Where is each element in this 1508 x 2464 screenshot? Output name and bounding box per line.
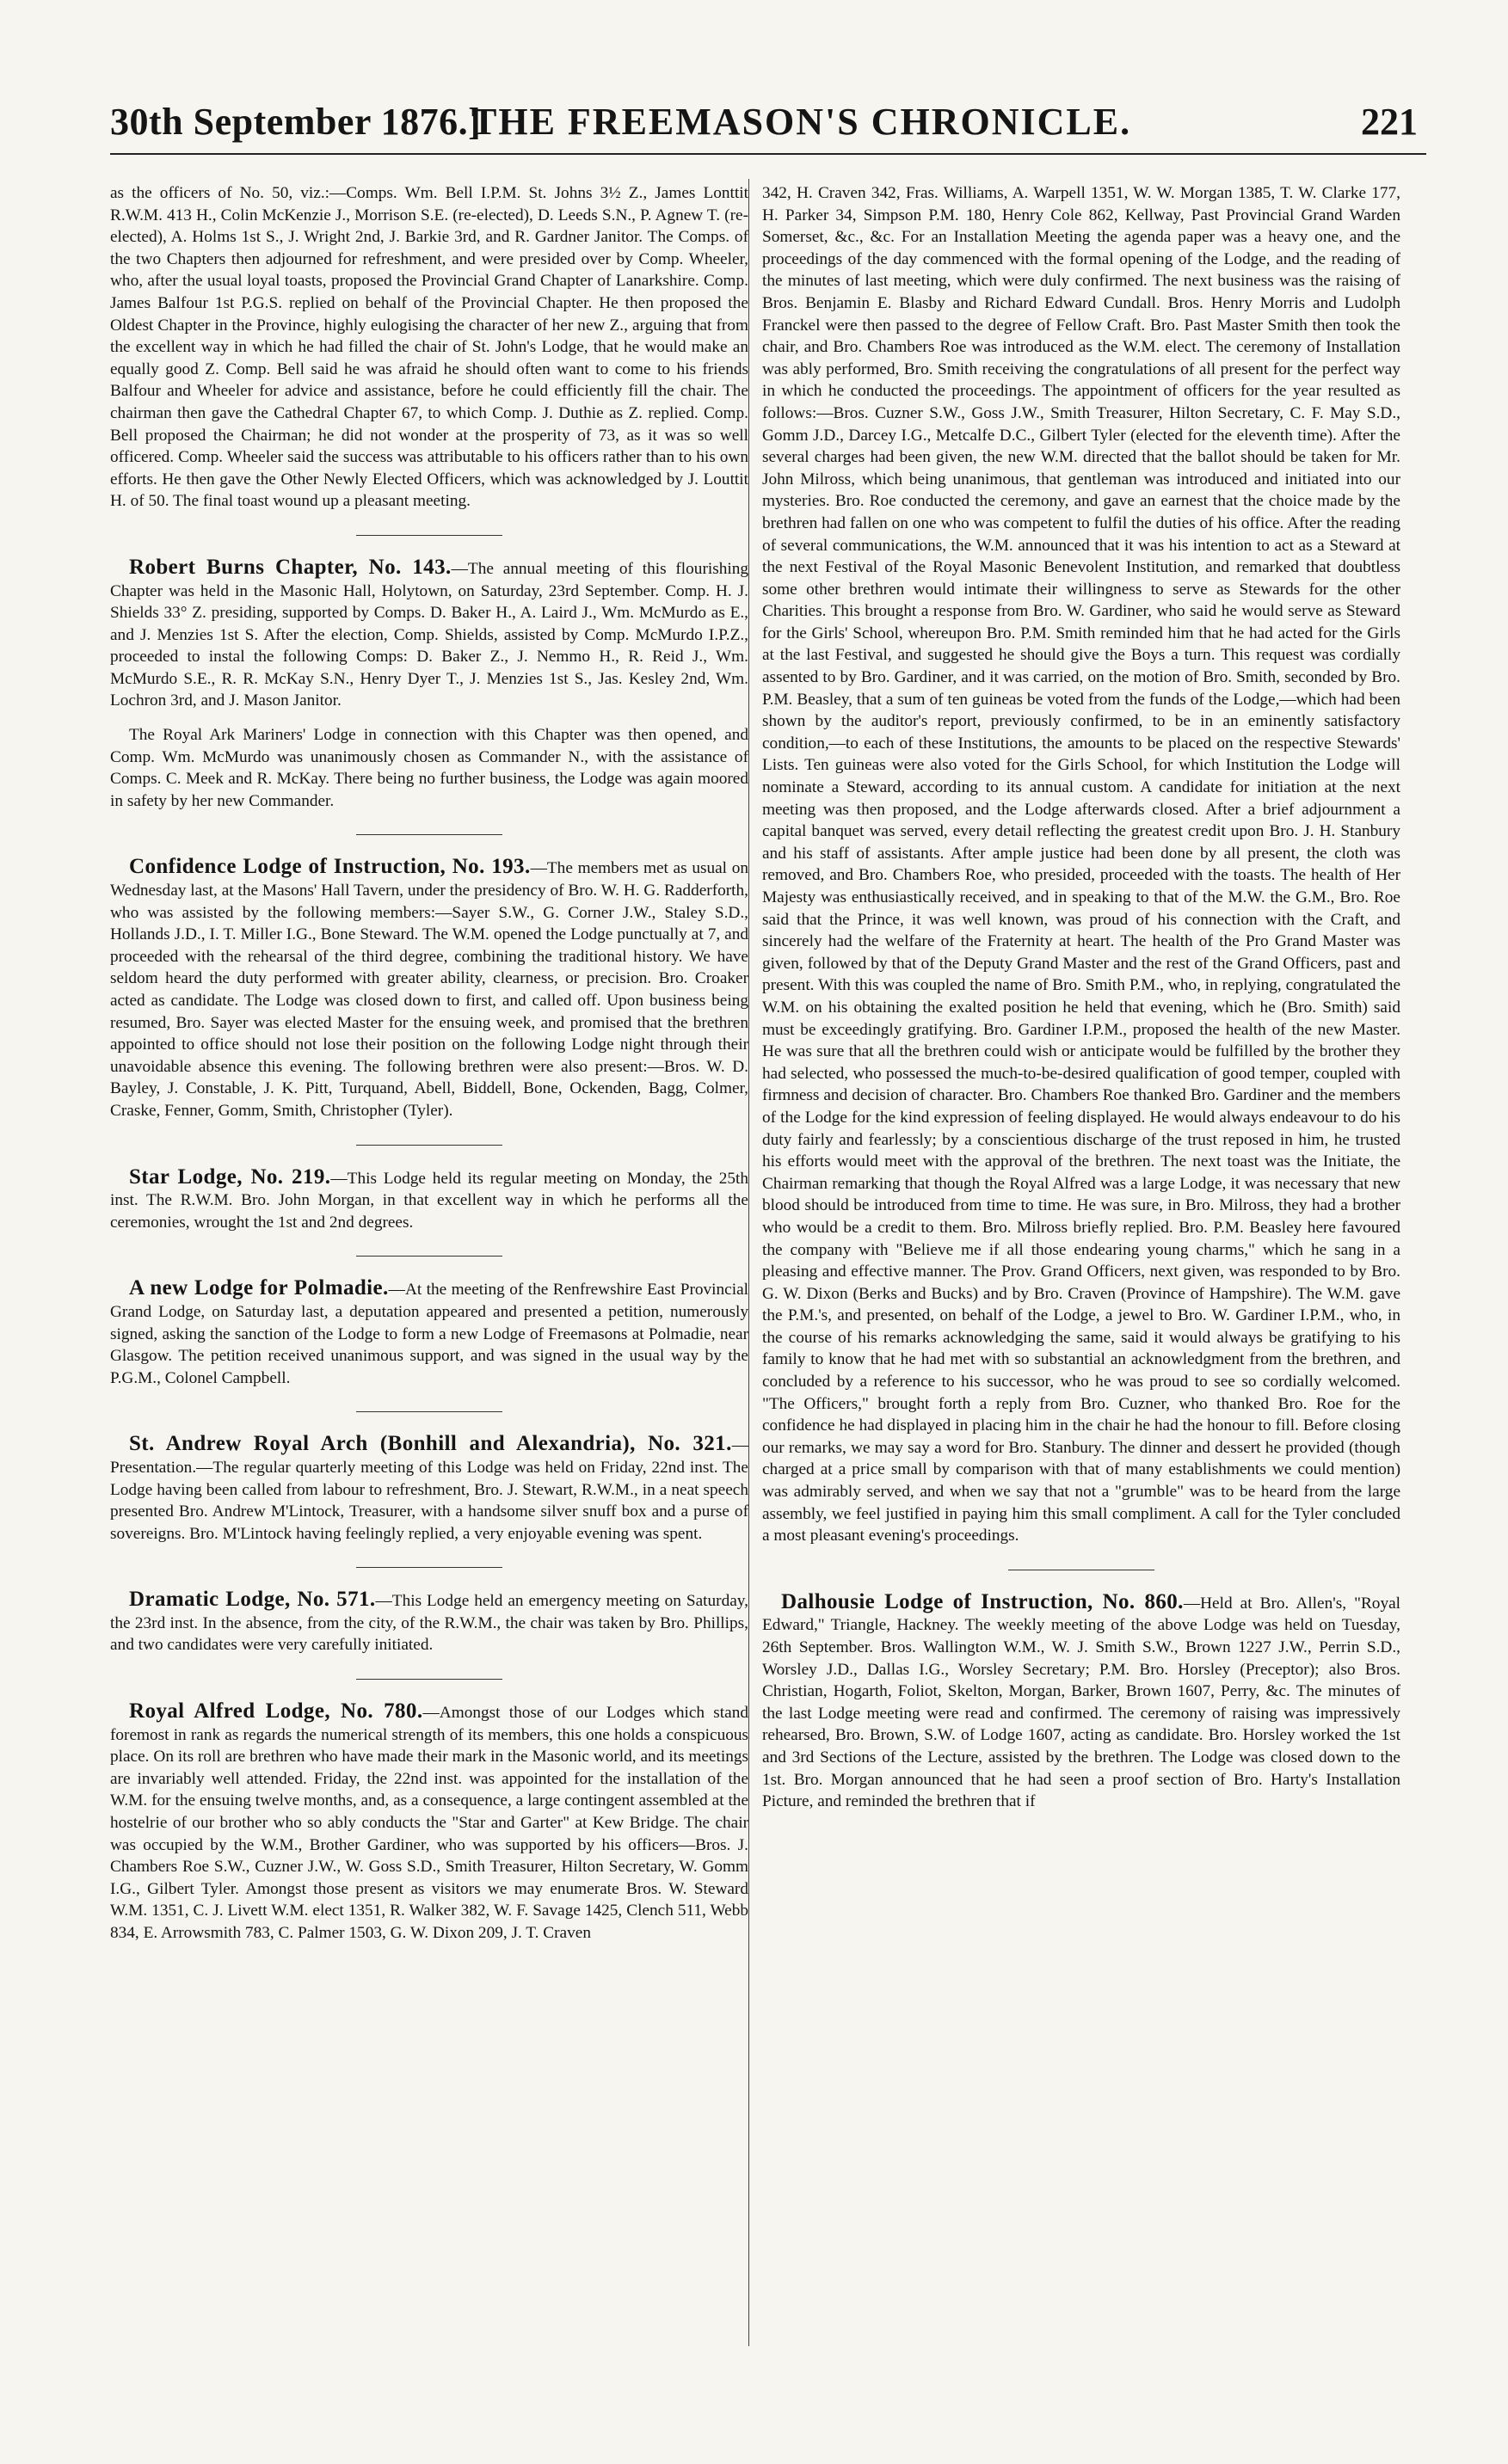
masthead-title: THE FREEMASON'S CHRONICLE. bbox=[471, 101, 1132, 143]
article-body: —At the meeting of the Renfrewshire East Provincial Grand Lodge, on Saturday last, a deputation appeared and presented a petition, numerously signed, asking the sanction of the Lodge to form a new Lodge of Freemasons at Polmadie, near Glasgow. The petition received unanimous support, and was signed in the usual way by the P.G.M., Colonel Campbell. bbox=[110, 1281, 748, 1387]
page-header bbox=[110, 96, 1426, 155]
article-polmadie bbox=[110, 1277, 748, 1389]
page-number: 221 bbox=[1361, 101, 1418, 143]
article-heading: Dramatic Lodge, No. 571. bbox=[129, 1588, 376, 1612]
article-body: —Presentation.—The regular quarterly meeting of this Lodge was held on Friday, 22nd inst. The Lodge having been called from labour to refreshment, Bro. J. Stewart, R.W.M., in a neat speech presented Bro. Andrew M'Lintock, Treasurer, with a handsome silver snuff box and a purse of sovereigns. Bro. M'Lintock having feelingly replied, a very enjoyable evening was spent. bbox=[110, 1436, 748, 1543]
article-body: —This Lodge held its regular meeting on Monday, the 25th inst. The R.W.M. Bro. John Morgan, in that excellent way in which he performs all the ceremonies, wrought the 1st and 2nd degrees. bbox=[110, 1169, 748, 1232]
article-heading: Royal Alfred Lodge, No. 780. bbox=[129, 1699, 423, 1724]
article-royal-alfred bbox=[110, 1700, 748, 1945]
article-heading: Star Lodge, No. 219. bbox=[129, 1164, 331, 1189]
article-dramatic-lodge bbox=[110, 1588, 748, 1656]
article-confidence-lodge bbox=[110, 856, 748, 1121]
article-ark-mariners: The Royal Ark Mariners' Lodge in connection with this Chapter was then opened, and Comp. Wm. McMurdo was unanimously chosen as Commander N., with the assistance of Comps. C. Meek and R. McKay. There being no further business, the Lodge was again moored in safety by her new Commander. bbox=[110, 726, 748, 810]
section-rule bbox=[356, 834, 502, 835]
article-heading: St. Andrew Royal Arch (Bonhill and Alexandria), No. 321. bbox=[129, 1432, 732, 1456]
section-rule bbox=[356, 1679, 502, 1680]
section-rule bbox=[356, 1145, 502, 1146]
section-rule bbox=[356, 1567, 502, 1568]
article-body: —This Lodge held an emergency meeting on Saturday, the 23rd inst. In the absence, from the city, of the R.W.M., the chair was taken by Bro. Phillips, and two candidates were very carefully initiated. bbox=[110, 1592, 748, 1655]
article-continuation: 342, H. Craven 342, Fras. Williams, A. Warpell 1351, W. W. Morgan 1385, T. W. Clarke 177, H. Parker 34, Simpson P.M. 180, Henry Cole 862, Kellway, Past Provincial Grand Warden Somerset, &c., &c. For an Installation Meeting the agenda paper was a heavy one, and the proceedings of the day commenced with the formal opening of the Lodge, and the reading of the minutes of last meeting, which were duly confirmed. The next business was the raising of Bros. Benjamin E. Blasby and Richard Edward Cundall. Bros. Henry Morris and Ludolph Franckel were then passed to the degree of Fellow Craft. Bro. Past Master Smith then took the chair, and Bro. Chambers Roe was introduced as the W.M. elect. The ceremony of Installation was ably performed, Bro. Smith receiving the congratulations of all present for the perfect way in which he conducted the proceedings. The appointment of officers for the year resulted as follows:—Bros. Cuzner S.W., Goss J.W., Smith Treasurer, Hilton Secretary, C. F. May S.D., Gomm J.D., Darcey I.G., Metcalfe D.C., Gilbert Tyler (elected for the eleventh time). After the several charges had been given, the new W.M. directed that the ballot should be taken for Mr. John Milross, which being unanimous, that gentleman was introduced and initiated into our mysteries. Bro. Roe conducted the ceremony, and gave an earnest that the choice made by the brethren had fallen on one who was competent to fulfil the duties of his office. After the reading of several communications, the W.M. announced that it was his intention to act as a Steward at the next Festival of the Royal Masonic Benevolent Institution, and remarked that doubtless some other brethren would intimate their willingness to serve as Stewards for the other Charities. This brought a response from Bro. W. Gardiner, who said he would serve as Steward for the Girls' School, whereupon Bro. P.M. Smith reminded him that he had acted for the Girls at the last Festival, and suggested he should give the Boys a turn. This request was cordially assented to by Bro. Gardiner, and it was carried, on the motion of Bro. Smith, seconded by Bro. P.M. Beasley, that a sum of ten guineas be voted from the funds of the Lodge,—which had been shown by the auditor's report, previously confirmed, to be in an eminently satisfactory condition,—to each of these Institutions, the amounts to be placed on the respective Stewards' Lists. Ten guineas were also voted for the Girls School, for which Institution the Lodge will nominate a Steward, according to its annual custom. A candidate for initiation at the next meeting was then proposed, and the Lodge afterwards closed. After a brief adjournment a capital banquet was served, every detail reflecting the greatest credit upon Bro. J. H. Stanbury and his staff of assistants. After ample justice had been done by all present, the cloth was removed, and Bro. Chambers Roe, who presided, proceeded with the toasts. The health of Her Majesty was enthusiastically received, and in speaking to that of the M.W. the G.M., Bro. Roe said that the Prince, it was well known, was proud of his connection with the Craft, and sincerely had the welfare of the Fraternity at heart. The health of the Pro Grand Master was given, followed by that of the Deputy Grand Master and the rest of the Grand Officers, past and present. With this was coupled the name of Bro. Smith P.M., who, in replying, congratulated the W.M. on his obtaining the exalted position he held that evening, which he (Bro. Smith) said must be exceedingly gratifying. Bro. Gardiner I.P.M., proposed the health of the new Master. He was sure that all the brethren could wish or anticipate would be fulfilled by the brother they had selected, who possessed the much-to-be-desired qualification of good temper, coupled with firmness and decision of character. Bro. Chambers Roe thanked Bro. Gardiner and the members of the Lodge for the kind expression of feeling displayed. He would always endeavour to do his duty fairly and fearlessly; by a conscientious discharge of the trust reposed in him, he trusted his efforts would meet with the approval of the brethren. The next toast was the Initiate, the Chairman remarking that though the Royal Alfred was a large Lodge, it was necessary that new blood should be introduced from time to time. He was sure, in Bro. Milross, they had a brother who would be a credit to them. Bro. Milross briefly replied. Bro. P.M. Beasley here favoured the company with "Believe me if all those endearing young charms," which he sang in a pleasing and effective manner. The Prov. Grand Officers, next given, was responded to by Bro. G. W. Dixon (Berks and Bucks) and by Bro. Craven (Province of Hampshire). The W.M. gave the P.M.'s, and presented, on behalf of the Lodge, a jewel to Bro. W. Gardiner I.P.M., who, in the course of his remarks acknowledging the same, said it would always be gratifying to his family to know that he had met with so substantial an acknowledgment from the brethren, and concluded by a reference to his successor, who he was proud to see so cordially welcomed. "The Officers," brought forth a reply from Bro. Cuzner, who thanked Bro. Roe for the confidence he had displayed in placing him in the chair he had the honour to fill. Before closing our remarks, we may say a word for Bro. Stanbury. The dinner and dessert he provided (though charged at a price small by comparison with that of many establishments we could mention) was admirably served, and when we say that not a "grumble" was to be heard from the large assembly, we feel justified in paying him this small compliment. A call for the Tyler concluded a most pleasant evening's proceedings. bbox=[762, 184, 1400, 1545]
article-heading: Dalhousie Lodge of Instruction, No. 860. bbox=[781, 1589, 1184, 1613]
article-heading: Robert Burns Chapter, No. 143. bbox=[129, 555, 452, 579]
article-robert-burns bbox=[110, 556, 748, 712]
article-continuation: as the officers of No. 50, viz.:—Comps. Wm. Bell I.P.M. St. Johns 3½ Z., James Lonttit R.W.M. 413 H., Colin McKenzie J., Morrison S.E. (re-elected), D. Leeds S.N., P. Agnew T. (re-elected), A. Holms 1st S., J. Wright 2nd, J. Barkie 3rd, and R. Gardner Janitor. The Comps. of the two Chapters then adjourned for refreshment, and were presided over by Comp. Wheeler, who, after the usual loyal toasts, proposed the Provincial Grand Chapter of Lanarkshire. Comp. James Balfour 1st P.G.S. replied on behalf of the Provincial Chapter. He then proposed the Oldest Chapter in the Province, highly eulogising the character of her new Z., arguing that from the excellent way in which he had filled the chair of St. John's Lodge, that he would make an equally good Z. Comp. Bell said he was afraid he should often want to come to his friends Balfour and Wheeler for advice and assistance, before he could efficiently fill the chair. The chairman then gave the Cathedral Chapter 67, to which Comp. J. Duthie as Z. replied. Comp. Bell proposed the Chairman; he did not wonder at the prosperity of 73, as it was so well officered. Comp. Wheeler said the success was attributable to his officers rather than to his own efforts. He then gave the Other Newly Elected Officers, which was acknowledged by J. Louttit H. of 50. The final toast wound up a pleasant meeting. bbox=[110, 184, 748, 511]
section-rule bbox=[356, 1411, 502, 1412]
section-rule bbox=[356, 535, 502, 536]
article-dalhousie-lodge bbox=[762, 1591, 1400, 1813]
article-star-lodge bbox=[110, 1166, 748, 1234]
article-body: —The annual meeting of this flourishing Chapter was held in the Masonic Hall, Holytown, on Saturday, 23rd September. Comp. H. J. Shields 33° Z. presiding, supported by Comps. D. Baker H., A. Laird J., Wm. McMurdo as E., and J. Menzies 1st S. After the election, Comp. Shields, assisted by Comp. McMurdo I.P.Z., proceeded to instal the following Comps: D. Baker Z., J. Nemmo H., R. Reid J., Wm. McMurdo S.E., R. R. McKay S.N., Henry Dyer T., J. Menzies 1st S., Jas. Kesley 2nd, Wm. Lochron 3rd, and J. Mason Janitor. bbox=[110, 559, 748, 710]
column-rule bbox=[748, 179, 749, 2346]
header-date: 30th September 1876.] bbox=[110, 101, 482, 143]
article-heading: A new Lodge for Polmadie. bbox=[129, 1276, 389, 1300]
section-rule bbox=[356, 1256, 502, 1257]
article-heading: Confidence Lodge of Instruction, No. 193. bbox=[129, 855, 531, 879]
right-column bbox=[762, 182, 1400, 2418]
article-body: —Amongst those of our Lodges which stand foremost in rank as regards the numerical strength of its members, this one holds a conspicuous place. On its roll are brethren who have made their mark in the Masonic world, and its meetings are invariably well attended. Friday, the 22nd inst. was appointed for the installation of the W.M. for the ensuing twelve months, and, as a consequence, a large contingent assembled at the hostelrie of our brother who so ably conducts the "Star and Garter" at Kew Bridge. The chair was occupied by the W.M., Brother Gardiner, who was supported by his officers—Bros. J. Chambers Roe S.W., Cuzner J.W., W. Goss S.D., Smith Treasurer, Hilton Secretary, W. Gomm I.G., Gilbert Tyler. Amongst those present as visitors we may enumerate Bros. W. Steward W.M. 1351, C. J. Livett W.M. elect 1351, R. Walker 382, W. F. Savage 1425, Clench 511, Webb 834, E. Arrowsmith 783, C. Palmer 1503, G. W. Dixon 209, J. T. Craven bbox=[110, 1704, 748, 1942]
article-body: —Held at Bro. Allen's, "Royal Edward," Triangle, Hackney. The weekly meeting of the above Lodge was held on Tuesday, 26th September. Bros. Wallington W.M., W. J. Smith S.W., Brown 1227 J.W., Perrin S.D., Worsley J.D., Dallas I.G., Worsley Secretary; P.M. Bro. Horsley (Preceptor); also Bros. Christian, Hogarth, Foliot, Skelton, Morgan, Barker, Brown 1607, Perry, &c. The minutes of the last Lodge meeting were read and confirmed. The ceremony of raising was impressively rehearsed, Bro. Brown, S.W. of Lodge 1607, acting as candidate. Bro. Horsley worked the 1st and 3rd Sections of the Lecture, assisted by the brethren. The Lodge was closed down to the 1st. Bro. Morgan announced that he had seen a proof section of Bro. Harty's Installation Picture, and reminded the brethren that if bbox=[762, 1594, 1400, 1811]
article-st-andrew bbox=[110, 1433, 748, 1545]
article-body: —The members met as usual on Wednesday last, at the Masons' Hall Tavern, under the presidency of Bro. W. H. G. Radderforth, who was assisted by the following members:—Sayer S.W., G. Corner J.W., Staley S.D., Hollands J.D., I. T. Miller I.G., Bone Steward. The W.M. opened the Lodge punctually at 7, and proceeded with the rehearsal of the third degree, combining the traditional history. We have seldom heard the duty performed with greater ability, clearness, or precision. Bro. Croaker acted as candidate. The Lodge was closed down to first, and called off. Upon business being resumed, Bro. Sayer was elected Master for the ensuing week, and promised that the brethren appointed to office should not lose their position on the following Lodge night through their unavoidable absence this evening. The following brethren were also present:—Bros. W. D. Bayley, J. Constable, J. K. Pitt, Turquand, Abell, Biddell, Bone, Ockenden, Bagg, Colmer, Craske, Fenner, Gomm, Smith, Christopher (Tyler). bbox=[110, 859, 748, 1120]
left-column bbox=[110, 182, 748, 2418]
